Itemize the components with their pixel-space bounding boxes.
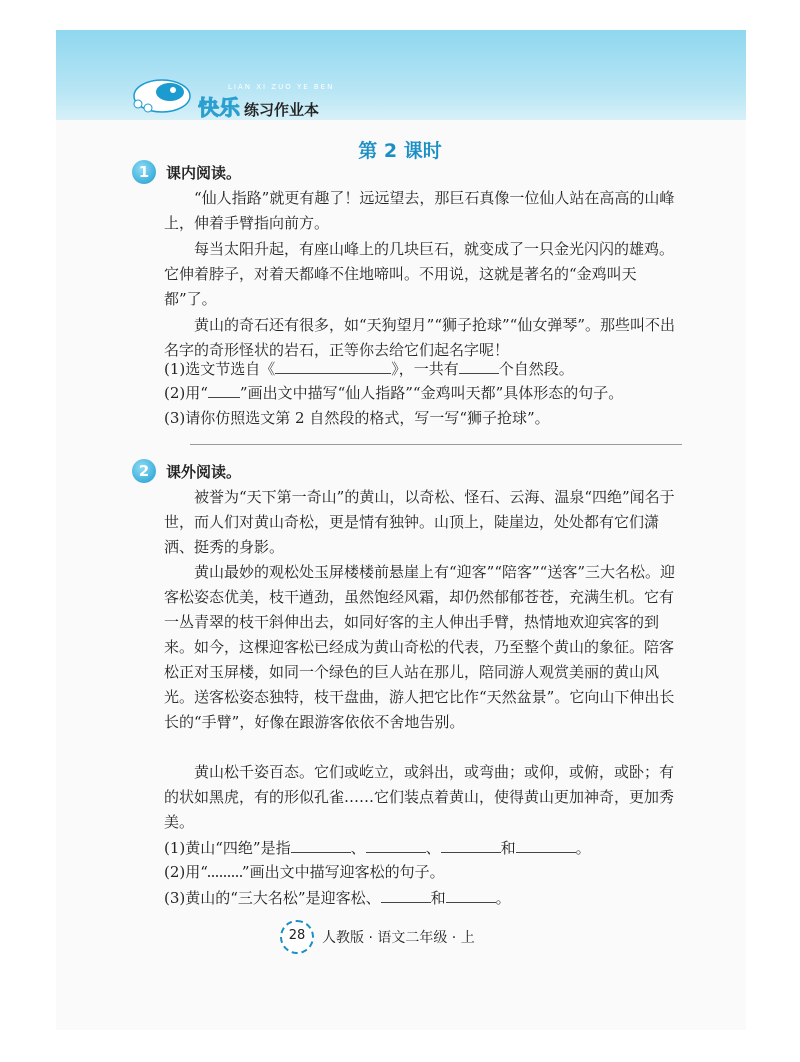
straight-line-mark: [208, 381, 240, 398]
page-footer: [280, 920, 475, 954]
section2-question-3: (3)黄山的“三大名松”是迎客松、 和 。: [164, 885, 684, 911]
section1-heading: [132, 160, 241, 184]
section1-title: 课内阅读。: [166, 163, 242, 182]
answer-blank-wonder-2[interactable]: [366, 835, 426, 853]
section1-paragraph-3: 黄山的奇石还有很多，如“天狗望月”“狮子抢球”“仙女弹琴”。那些叫不出名字的奇形怪状的岩石，正等你去给它们起名字呢！: [164, 316, 676, 359]
section1-question-1: (1)选文节选自《 》，一共有 个自然段。: [164, 356, 684, 382]
section2-heading: [132, 459, 241, 483]
lesson-title: 第 2 课时: [358, 140, 442, 162]
section1-question-2: (2)用“ ”画出文中描写“仙人指路”“金鸡叫天都”具体形态的句子。: [164, 381, 684, 406]
section2-question-1: (1)黄山“四绝”是指 、 、 和 。: [164, 835, 684, 861]
brand-pinyin: LIAN XI ZUO YE BEN: [228, 83, 335, 91]
section1-paragraph-2: 每当太阳升起，有座山峰上的几块巨石，就变成了一只金光闪闪的雄鸡。它伸着脖子，对着天都峰不住地啼叫。不用说，这就是著名的“金鸡叫天都”了。: [164, 240, 675, 308]
brand-logo: [198, 83, 335, 122]
page-number: 28: [280, 920, 314, 954]
section1-question-3: (3)请你仿照选文第 2 自然段的格式，写一写“狮子抢球”。: [164, 409, 550, 427]
section1-paragraph-1: “仙人指路”就更有趣了！远远望去，那巨石真像一位仙人站在高高的山峰上，伸着手臂指向前方。: [164, 189, 675, 232]
answer-blank-wonder-1[interactable]: [291, 835, 351, 853]
mascot-icon: [126, 70, 196, 116]
section1-number-badge: 1: [132, 160, 156, 184]
brand-title-big: 快乐: [198, 96, 240, 120]
section2-paragraph-3: 黄山松千姿百态。它们或屹立，或斜出，或弯曲；或仰，或俯，或卧；有的状如黑虎，有的形似孔雀……它们装点着黄山，使得黄山更加神奇，更加秀美。: [164, 763, 675, 831]
answer-blank-book-title[interactable]: [275, 356, 391, 374]
section-divider: [190, 444, 682, 445]
section2-number-badge: 2: [132, 459, 156, 483]
wavy-line-mark: [208, 861, 242, 877]
answer-blank-paragraph-count[interactable]: [459, 356, 499, 374]
edition-label: 人教版 · 语文二年级 · 上: [322, 930, 475, 946]
section2-title: 课外阅读。: [166, 462, 242, 481]
section2-paragraph-2: 黄山最妙的观松处玉屏楼楼前悬崖上有“迎客”“陪客”“送客”三大名松。迎客松姿态优美，枝干遒劲，虽然饱经风霜，却仍然郁郁苍苍，充满生机。它有一丛青翠的枝干斜伸出去，如同好客的主人伸出手臂，热情地欢迎宾客的到来。如今，这棵迎客松已经成为黄山奇松的代表，乃至整个黄山的象征。陪客松正对玉屏楼，如同一个绿色的巨人站在那儿，陪同游人观赏美丽的黄山风光。送客松姿态独特，枝干盘曲，游人把它比作“天然盆景”。它向山下伸出长长的“手臂”，好像在跟游客依依不舍地告别。: [164, 563, 676, 731]
answer-blank-pine-2[interactable]: [381, 885, 431, 903]
answer-blank-wonder-4[interactable]: [516, 835, 576, 853]
brand-title-small: 练习作业本: [244, 101, 320, 119]
section2-paragraph-1: 被誉为“天下第一奇山”的黄山，以奇松、怪石、云海、温泉“四绝”闻名于世，而人们对黄山奇松，更是情有独钟。山顶上，陡崖边，处处都有它们潇洒、挺秀的身影。: [164, 488, 675, 556]
section2-question-2: (2)用“ ”画出文中描写迎客松的句子。: [164, 863, 445, 881]
answer-blank-wonder-3[interactable]: [441, 835, 501, 853]
answer-blank-pine-3[interactable]: [446, 885, 496, 903]
